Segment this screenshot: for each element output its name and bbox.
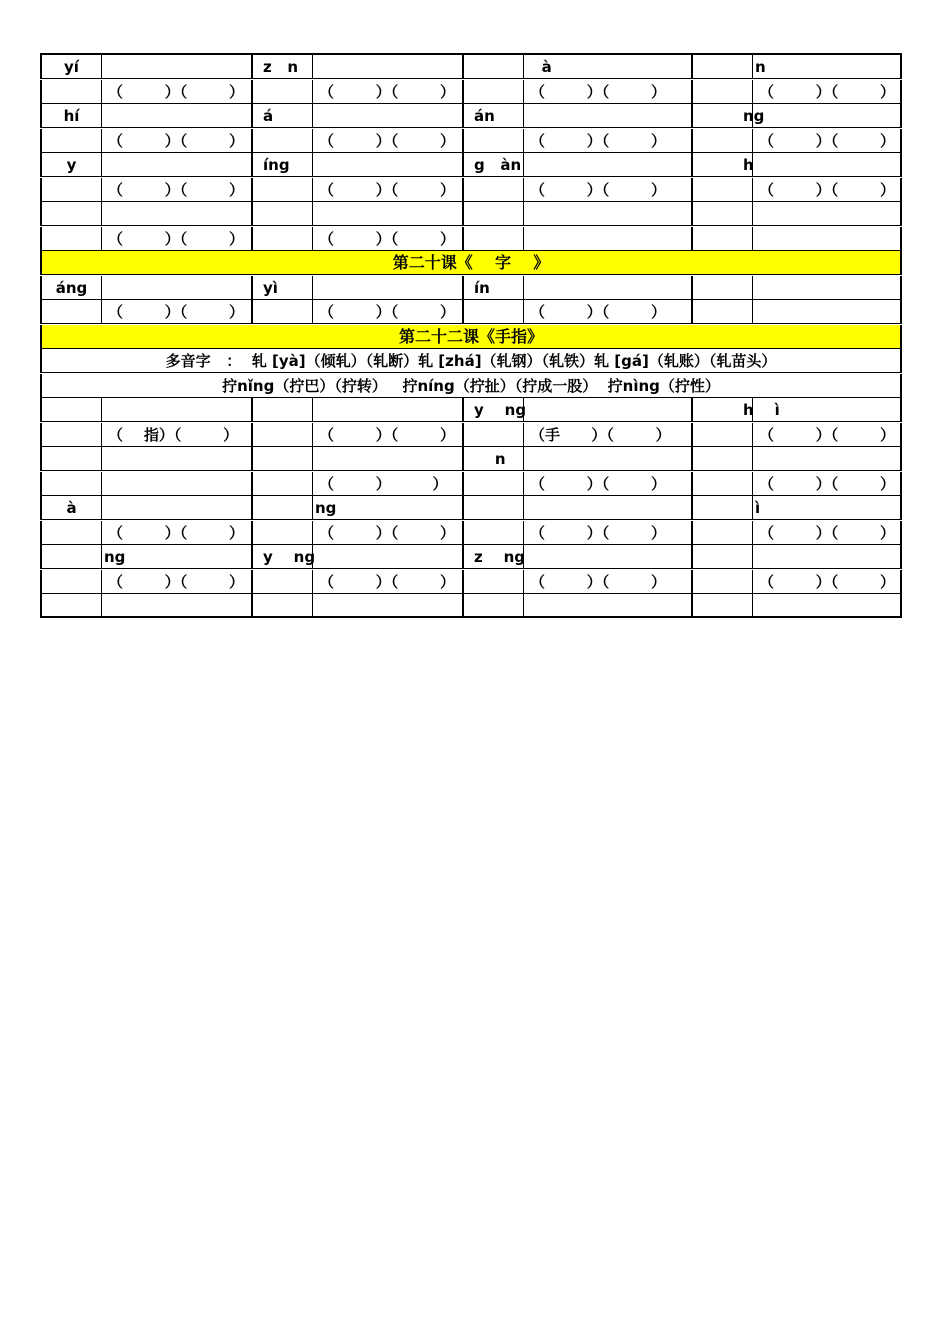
polyphonic-note: 拧nǐng（拧巴）（拧转） 拧níng（拧扯）（拧成一股） 拧nìng（拧性） [40,374,902,398]
table-row [40,104,902,128]
word-blanks-cell: （ ）（ ） [312,129,462,153]
word-blanks-cell: （ ）（ ） [752,80,902,104]
word-blanks-cell: （ ）（ ） [523,570,691,594]
table-row [40,80,902,104]
answer-cell [101,398,251,422]
pinyin-cell: á [251,104,312,128]
blank-cell [40,129,101,153]
table-row [40,496,902,520]
pinyin-cell [40,398,101,422]
word-blanks-cell: （ ）（ ） [523,178,691,202]
blank-cell [251,570,312,594]
blank-cell [251,472,312,496]
pinyin-cell [462,202,523,226]
pinyin-cell: hí [40,104,101,128]
word-blanks-cell: （ ）（ ） [752,129,902,153]
pinyin-cell [251,594,312,618]
pinyin-cell: ng [691,104,752,128]
answer-cell [101,55,251,79]
blank-cell [691,423,752,447]
table-row [40,447,902,471]
word-blanks-cell: （ ）（ ） [312,570,462,594]
answer-cell [312,202,462,226]
word-blanks-cell: （ ）（ ） [101,300,251,324]
blank-cell [462,521,523,545]
blank-cell [462,129,523,153]
answer-cell [523,496,691,520]
word-blanks-cell: （ ）（ ） [523,80,691,104]
lesson-title-banner: 第二十课《 字 》 [40,251,902,275]
blank-cell [691,570,752,594]
pinyin-cell [251,398,312,422]
blank-cell [462,472,523,496]
pinyin-cell [40,594,101,618]
answer-cell [101,202,251,226]
blank-cell [251,129,312,153]
table-row [40,545,902,569]
blank-cell [40,227,101,251]
answer-cell [523,276,691,300]
pinyin-cell [691,202,752,226]
blank-cell [462,178,523,202]
word-blanks-cell: （ ）（ ） [523,472,691,496]
table-row [40,570,902,594]
answer-cell [752,153,902,177]
word-blanks-cell: （ ）（ ） [523,129,691,153]
table-row [40,129,902,153]
pinyin-cell [40,447,101,471]
blank-cell [691,227,752,251]
answer-cell [523,104,691,128]
answer-cell [101,496,251,520]
word-blanks-cell [752,227,902,251]
blank-cell [691,178,752,202]
answer-cell [752,447,902,471]
table-row [40,300,902,324]
pinyin-cell [691,447,752,471]
answer-cell [101,104,251,128]
word-blanks-cell: （ ）（ ） [523,521,691,545]
table-row [40,594,902,618]
answer-cell [101,594,251,618]
answer-cell: ì [752,496,902,520]
blank-cell [40,570,101,594]
word-blanks-cell [523,227,691,251]
word-blanks-cell: （手 ）（ ） [523,423,691,447]
blank-cell [462,423,523,447]
answer-cell [312,545,462,569]
pinyin-cell: y ng [251,545,312,569]
word-blanks-cell: （ ）（ ） [312,80,462,104]
table-row [40,521,902,545]
blank-cell [691,80,752,104]
word-blanks-cell: （ 指）（ ） [101,423,251,447]
word-blanks-cell: （ ）（ ） [312,178,462,202]
word-blanks-cell [752,300,902,324]
word-blanks-cell: （ ）（ ） [752,472,902,496]
word-blanks-cell: （ ）（ ） [752,178,902,202]
pinyin-cell: z ng [462,545,523,569]
pinyin-cell [251,447,312,471]
table-row [40,153,902,177]
blank-cell [40,521,101,545]
word-blanks-cell: （ ）（ ） [312,300,462,324]
word-blanks-cell: （ ）（ ） [312,227,462,251]
answer-cell [752,276,902,300]
pinyin-cell [691,594,752,618]
blank-cell [251,80,312,104]
pinyin-cell: áng [40,276,101,300]
blank-cell [691,521,752,545]
answer-cell [312,104,462,128]
answer-cell [101,447,251,471]
pinyin-cell [462,55,523,79]
pinyin-cell [462,496,523,520]
table-row [40,227,902,251]
pinyin-cell [462,594,523,618]
word-blanks-cell: （ ）（ ） [101,227,251,251]
polyphonic-note: 多音字 ： 轧 [yà]（倾轧）（轧断）轧 [zhá]（轧钢）（轧铁）轧 [gá]（轧账）（轧苗头） [40,349,902,373]
word-blanks-cell: （ ）（ ） [101,80,251,104]
answer-cell [523,153,691,177]
answer-cell [523,594,691,618]
pinyin-cell: h ì [691,398,752,422]
pinyin-cell: án [462,104,523,128]
pinyin-cell: à [40,496,101,520]
answer-cell: n [752,55,902,79]
table-row [40,55,902,79]
blank-cell [462,570,523,594]
answer-cell [752,398,902,422]
blank-cell [462,300,523,324]
word-blanks-cell: （ ）（ ） [752,570,902,594]
word-blanks-cell: （ ）（ ） [752,521,902,545]
answer-cell [752,202,902,226]
blank-cell [251,227,312,251]
word-blanks-cell: （ ）（ ） [752,423,902,447]
table-row [40,202,902,226]
answer-cell [312,153,462,177]
blank-cell [691,472,752,496]
blank-cell [691,129,752,153]
blank-cell [462,227,523,251]
pinyin-cell [251,202,312,226]
table-row [40,423,902,447]
pinyin-cell: yì [251,276,312,300]
pinyin-cell: yí [40,55,101,79]
answer-cell [523,545,691,569]
word-blanks-cell: （ ）（ ） [101,129,251,153]
pinyin-cell [691,545,752,569]
word-blanks-cell [101,472,251,496]
answer-cell [101,153,251,177]
table-bottom-border [40,616,902,618]
answer-cell [752,594,902,618]
pinyin-cell: n [462,447,523,471]
blank-cell [251,178,312,202]
answer-cell [101,276,251,300]
answer-cell [523,202,691,226]
answer-cell: ng [312,496,462,520]
pinyin-cell: íng [251,153,312,177]
answer-cell [523,398,691,422]
table-row [40,276,902,300]
blank-cell [251,300,312,324]
word-blanks-cell: （ ）（ ） [312,423,462,447]
pinyin-cell: z n [251,55,312,79]
answer-cell [752,545,902,569]
blank-cell [40,300,101,324]
answer-cell: à [523,55,691,79]
answer-cell [312,594,462,618]
blank-cell [691,300,752,324]
pinyin-cell: y [40,153,101,177]
answer-cell [312,276,462,300]
blank-cell [462,80,523,104]
word-blanks-cell: （ ） ） [312,472,462,496]
table-row [40,398,902,422]
pinyin-cell [40,545,101,569]
pinyin-cell: ín [462,276,523,300]
answer-cell [312,447,462,471]
answer-cell [523,447,691,471]
pinyin-cell [691,55,752,79]
table-row [40,178,902,202]
pinyin-cell: h [691,153,752,177]
answer-cell [752,104,902,128]
word-blanks-cell: （ ）（ ） [101,521,251,545]
word-blanks-cell: （ ）（ ） [101,178,251,202]
blank-cell [40,80,101,104]
blank-cell [40,472,101,496]
lesson-title-banner: 第二十二课《手指》 [40,325,902,349]
pinyin-cell [691,496,752,520]
blank-cell [40,423,101,447]
pinyin-cell [251,496,312,520]
pinyin-cell [40,202,101,226]
answer-cell [312,398,462,422]
blank-cell [40,178,101,202]
word-blanks-cell: （ ）（ ） [101,570,251,594]
blank-cell [251,423,312,447]
blank-cell [251,521,312,545]
word-blanks-cell: （ ）（ ） [523,300,691,324]
pinyin-cell: g àn [462,153,523,177]
answer-cell: ng [101,545,251,569]
pinyin-cell: y ng [462,398,523,422]
word-blanks-cell: （ ）（ ） [312,521,462,545]
answer-cell [312,55,462,79]
pinyin-cell [691,276,752,300]
table-row [40,472,902,496]
